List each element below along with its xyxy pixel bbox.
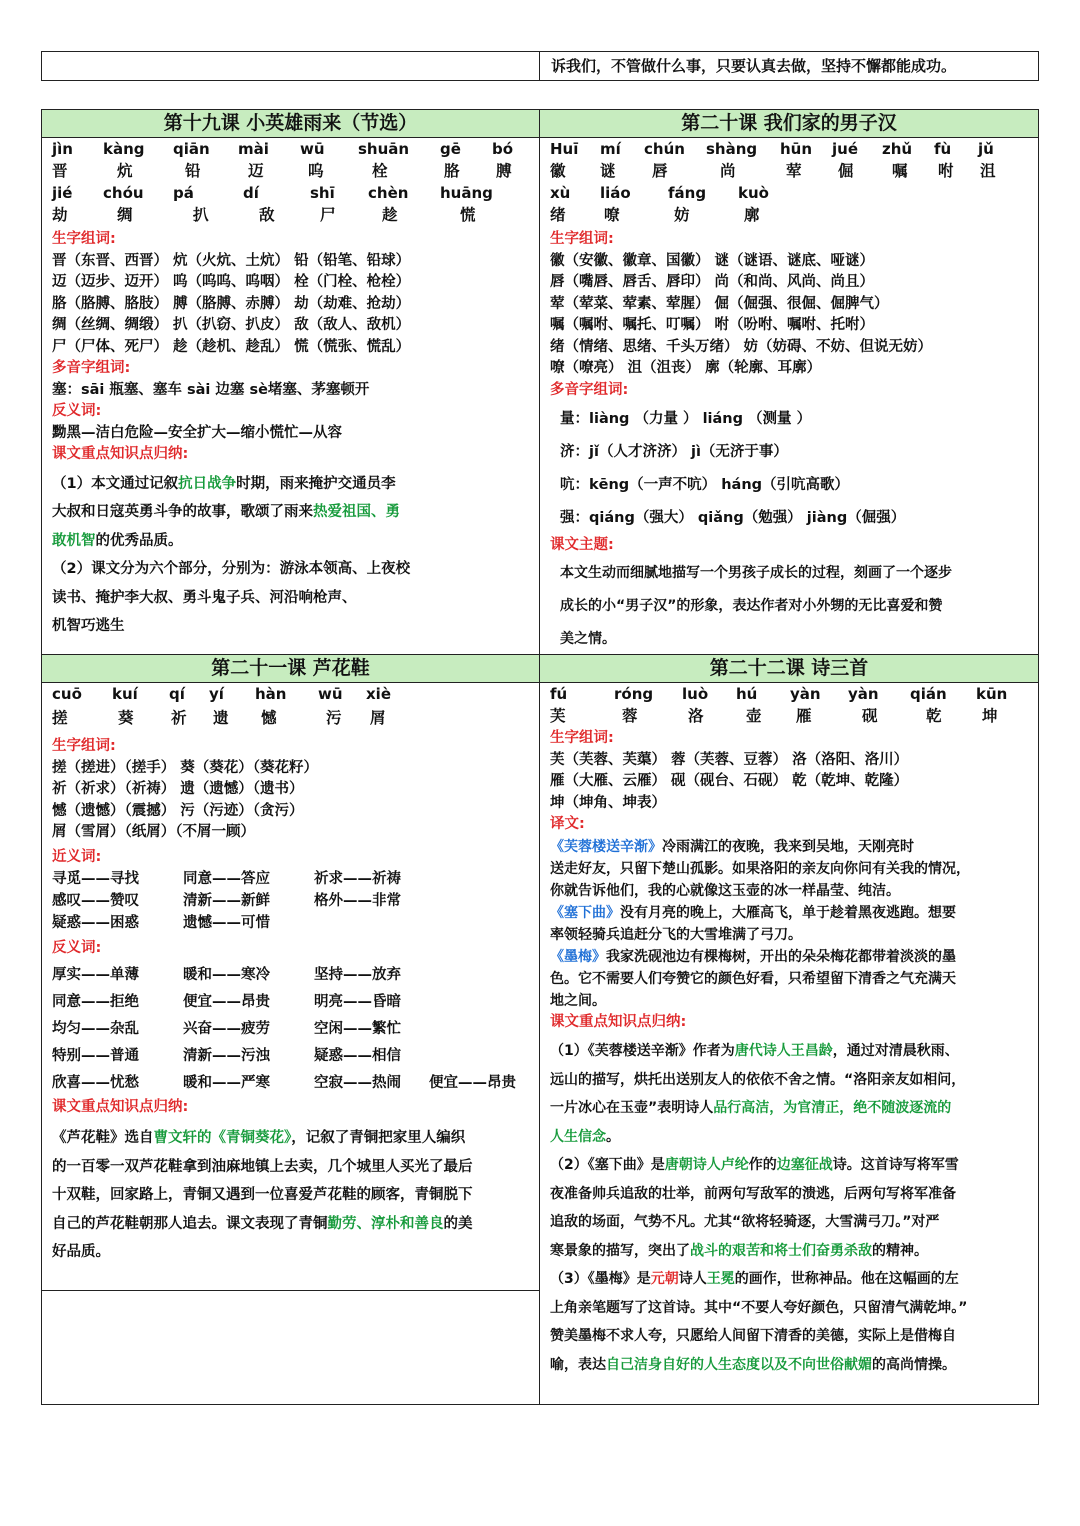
text: 诗人 (678, 1271, 707, 1287)
pinyin: cuō (52, 685, 82, 703)
lesson-19-content (52, 139, 532, 641)
text: 的一百零一双芦花鞋拿到油麻地镇上去卖，几个城里人买光了最后 (52, 1158, 473, 1175)
antonym-pair: 特别——普通 (52, 1047, 139, 1064)
top-divider (539, 51, 540, 81)
pinyin: qián (910, 685, 947, 703)
section-heading: 反义词: (52, 940, 102, 956)
character-row (52, 205, 532, 229)
character-row (550, 205, 1032, 229)
center-divider (539, 109, 540, 1405)
word-line: 嘱（嘱咐、嘱托、叮嘱） 咐（吩咐、嘱咐、托咐） (550, 317, 875, 333)
pinyin-row (52, 139, 532, 161)
text: 寒景象的描写，突出了 (550, 1242, 690, 1259)
text: 的优秀品质。 (95, 532, 183, 549)
highlight: 边塞征战 (776, 1157, 833, 1173)
poem-title: 《芙蓉楼送辛渐》 (550, 838, 662, 855)
pinyin: fù (934, 140, 952, 158)
highlight: 勤劳、淳朴和善良 (327, 1215, 444, 1232)
text: 我家洗砚池边有棵梅树，开出的朵朵梅花都带着淡淡的墨 (606, 948, 956, 965)
synonym-table (52, 868, 532, 934)
polyphone-line: 济：jǐ（人才济济） jì（无济于事） (560, 444, 788, 460)
character: 洛 (688, 707, 704, 725)
character: 嘹 (604, 206, 620, 224)
character: 廓 (744, 206, 760, 224)
character: 沮 (980, 162, 996, 180)
lesson-21-title: 第二十一课 芦花鞋 (42, 655, 539, 683)
pinyin: chún (644, 140, 685, 158)
antonym-pair: 欣喜——忧愁 (52, 1074, 139, 1091)
text: 的画作，世称神品。他在这幅画的左 (734, 1271, 959, 1287)
text: 追敌的场面，气势不凡。尤其“欲将轻骑逐，大雪满弓刀。”对严 (550, 1214, 940, 1230)
text: 喻，表达 (550, 1356, 606, 1373)
highlight: 敢机智 (52, 532, 96, 549)
polyphone-line: 强：qiáng（强大） qiǎng（勉强） jiàng（倔强） (560, 510, 906, 526)
text: 远山的描写，烘托出送别友人的依依不舍之情。“洛阳亲友如相问， (550, 1071, 966, 1088)
antonym-pair: 兴奋——疲劳 (183, 1020, 270, 1037)
lesson-22-title: 第二十二课 诗三首 (540, 655, 1038, 683)
section-heading: 课文主题: (550, 537, 614, 553)
lesson-22-content (550, 684, 1032, 1379)
character: 尚 (720, 162, 736, 180)
pinyin: chóu (103, 184, 144, 202)
text: 机智巧逃生 (52, 618, 125, 634)
text: （3）《墨梅》是 (550, 1271, 651, 1287)
character: 栓 (372, 162, 388, 180)
text: ，记叙了青铜把家里人编织 (291, 1130, 466, 1146)
character: 乾 (926, 707, 942, 725)
section-heading: 生字组词: (52, 738, 116, 754)
word-line: 尸（尸体、死尸） 趁（趁机、趁乱） 慌（慌张、慌乱） (52, 338, 411, 355)
lesson-21-content (52, 684, 532, 1267)
character: 雁 (796, 707, 812, 725)
key-points (550, 1037, 1032, 1379)
polyphone-list (550, 403, 1032, 535)
character: 唇 (652, 162, 668, 180)
highlight: 唐朝诗人卢纶 (664, 1157, 749, 1173)
antonym-pair: 便宜——昂贵 (429, 1074, 516, 1091)
section-heading: 课文重点知识点归纳: (550, 1013, 687, 1030)
character: 膊 (496, 162, 512, 180)
pinyin: xù (550, 184, 571, 202)
pinyin: kàng (103, 140, 145, 158)
text: （2）课文分为六个部分，分别为：游泳本领高、上夜校 (52, 561, 411, 577)
text: ，通过对清晨秋雨、 (832, 1043, 959, 1059)
text: 你就告诉他们，我的心就像这玉壶的冰一样晶莹、纯洁。 (550, 882, 900, 899)
character: 遗 (213, 709, 229, 727)
pinyin: fú (550, 685, 568, 703)
poem-title: 《墨梅》 (550, 948, 606, 965)
section-heading: 多音字组词: (52, 360, 131, 376)
text: 色。它不需要人们夸赞它的颜色好看，只希望留下清香之气充满天 (550, 970, 956, 987)
highlight: 自己洁身自好的人生态度以及不向世俗献媚 (606, 1356, 872, 1373)
text: 上角亲笔题写了这首诗。其中“不要人夸好颜色，只留清气满乾坤。” (550, 1299, 968, 1316)
text: 好品质。 (52, 1244, 110, 1260)
character: 祈 (171, 709, 187, 727)
character: 绪 (550, 206, 566, 224)
lesson-20-content (550, 139, 1032, 656)
pinyin-row (550, 139, 1032, 161)
character: 趁 (382, 206, 398, 224)
pinyin: kuò (738, 184, 769, 202)
section-heading: 生字组词: (550, 231, 614, 247)
antonym-pair: 疑惑——相信 (314, 1047, 401, 1064)
pinyin: hūn (780, 140, 813, 158)
character: 扒 (193, 206, 209, 224)
character: 砚 (862, 707, 878, 725)
theme-text (550, 557, 1032, 656)
character-row (550, 706, 1032, 728)
pinyin: róng (614, 685, 654, 703)
highlight: 王冕 (706, 1271, 735, 1287)
character: 坤 (982, 707, 998, 725)
pinyin: gē (440, 140, 461, 158)
polyphone-line: 吭：kēng（一声不吭） háng（引吭高歌） (560, 477, 850, 493)
text: 的美 (443, 1215, 473, 1232)
word-line: 迈（迈步、迈开） 呜（呜呜、呜咽） 栓（门栓、枪栓） (52, 274, 411, 290)
text: 《芦花鞋》选自 (52, 1130, 154, 1146)
character: 迈 (248, 162, 264, 180)
synonym-pair: 寻觅——寻找 (52, 871, 139, 887)
section-heading: 生字组词: (550, 730, 614, 746)
character: 屑 (370, 709, 386, 727)
key-points (52, 470, 532, 641)
highlight: 曹文轩的《青铜葵花》 (153, 1130, 292, 1146)
pinyin: mài (238, 140, 269, 158)
antonym-table (52, 962, 532, 1097)
word-line: 芙（芙蓉、芙蕖） 蓉（芙蓉、豆蓉） 洛（洛阳、洛川） (550, 751, 909, 768)
pinyin: kūn (976, 685, 1008, 703)
character: 铅 (185, 162, 201, 180)
antonym-pair: 空寂——热闹 (314, 1074, 401, 1091)
section-heading: 生字组词: (52, 231, 116, 247)
pinyin: wū (300, 140, 325, 158)
pinyin: chèn (368, 184, 409, 202)
antonym-pair: 明亮——昏暗 (314, 993, 401, 1010)
text: （1）本文通过记叙 (52, 475, 179, 492)
text: 作的 (748, 1157, 777, 1173)
character-row (52, 161, 532, 183)
pinyin: mí (600, 140, 621, 158)
pinyin-row (550, 684, 1032, 706)
character: 劫 (52, 206, 68, 224)
text: 十双鞋，回家路上，青铜又遇到一位喜爱芦花鞋的顾客，青铜脱下 (52, 1187, 473, 1203)
antonym-pair: 清新——污浊 (183, 1047, 270, 1064)
text: （1）《芙蓉楼送辛渐》作者为 (550, 1043, 735, 1059)
section-heading: 课文重点知识点归纳: (52, 1098, 189, 1115)
character: 葵 (118, 709, 134, 727)
text: 的高尚情操。 (872, 1356, 956, 1373)
theme-line: 本文生动而细腻地描写一个男孩子成长的过程，刻画了一个逐步 (560, 564, 952, 581)
character: 蓉 (622, 707, 638, 725)
synonym-pair: 同意——答应 (183, 871, 270, 887)
text: 冷雨满江的夜晚，我来到吴地，天刚亮时 (662, 838, 914, 855)
highlight: 品行高洁，为官清正，绝不随波逐流的 (713, 1100, 952, 1116)
text: 赞美墨梅不求人夸，只愿给人间留下清香的美德，实际上是借梅自 (550, 1328, 956, 1344)
synonym-pair (314, 912, 445, 934)
text: 一片冰心在玉壶”表明诗人 (550, 1100, 714, 1116)
pinyin: pá (173, 184, 194, 202)
text: （2）《塞下曲》是 (550, 1157, 665, 1173)
synonym-pair: 清新——新鲜 (183, 893, 270, 909)
antonym-line: 黝黑—洁白危险—安全扩大—缩小慌忙—从容 (52, 424, 342, 441)
pinyin-row (550, 183, 1032, 205)
section-heading: 反义词: (52, 403, 102, 419)
antonym-pair: 暖和——寒冷 (183, 966, 270, 983)
text: 率领轻骑兵追赶分飞的大雪堆满了弓刀。 (550, 926, 802, 943)
section-heading: 多音字组词: (550, 381, 629, 398)
synonym-pair: 遗憾——可惜 (183, 915, 270, 931)
character: 倔 (838, 162, 854, 180)
pinyin-row (52, 183, 532, 205)
word-line: 雁（大雁、云雁） 砚（砚台、石砚） 乾（乾坤、乾隆） (550, 773, 909, 789)
character: 妨 (674, 206, 690, 224)
text: 时期，雨来掩护交通员李 (236, 475, 396, 492)
character: 慌 (460, 206, 476, 224)
pinyin: zhǔ (882, 140, 913, 158)
antonym-pair: 同意——拒绝 (52, 993, 139, 1010)
pinyin: fáng (668, 184, 707, 202)
text: 。 (606, 1128, 620, 1145)
pinyin: shī (310, 184, 335, 202)
synonym-pair: 祈求——祈祷 (314, 871, 401, 887)
antonym-pair: 空闲——繁忙 (314, 1020, 401, 1037)
poem-title: 《塞下曲》 (550, 904, 620, 921)
character: 谜 (600, 162, 616, 180)
translation (550, 836, 1032, 1012)
text: 大叔和日寇英勇斗争的故事，歌颂了雨来 (52, 504, 313, 520)
highlight: 抗日战争 (178, 475, 237, 492)
synonym-pair: 疑惑——困惑 (52, 915, 139, 931)
word-line: 徽（安徽、徽章、国徽） 谜（谜语、谜底、哑谜） (550, 252, 875, 269)
pinyin: liáo (600, 184, 631, 202)
section-heading: 近义词: (52, 848, 102, 865)
word-line: 嘹（嘹亮） 沮（沮丧） 廓（轮廓、耳廓） (550, 360, 822, 376)
text: 的精神。 (872, 1242, 928, 1259)
pinyin: kuí (112, 685, 138, 703)
pinyin: jié (52, 184, 73, 202)
synonym-pair: 感叹——赞叹 (52, 893, 139, 909)
character: 敌 (259, 206, 275, 224)
text: 送走好友，只留下楚山孤影。如果洛阳的亲友向你问有关我的情况， (550, 860, 970, 877)
pinyin: bó (492, 140, 514, 158)
highlight: 热爱祖国、勇 (313, 504, 400, 520)
word-line: 绸（丝绸、绸缎） 扒（扒窃、扒皮） 敌（敌人、敌机） (52, 317, 411, 333)
text: 诗。这首诗写将军雪 (832, 1157, 959, 1173)
word-line: 唇（嘴唇、唇舌、唇印） 尚（和尚、风尚、尚且） (550, 274, 875, 290)
text: 地之间。 (550, 992, 606, 1009)
character: 咐 (938, 162, 954, 180)
character: 搓 (52, 709, 68, 727)
character: 徽 (550, 162, 566, 180)
character: 尸 (320, 206, 336, 224)
character: 荤 (786, 162, 802, 180)
antonym-pair: 暖和——严寒 (183, 1074, 270, 1091)
lesson-20-title: 第二十课 我们家的男子汉 (540, 110, 1038, 138)
pinyin: luò (682, 685, 709, 703)
highlight: 人生信念 (550, 1128, 606, 1145)
pinyin: jìn (52, 140, 73, 158)
pinyin: jǔ (978, 140, 994, 158)
character: 憾 (261, 709, 277, 727)
word-line: 晋（东晋、西晋） 炕（火炕、土炕） 铅（铅笔、铅球） (52, 252, 411, 269)
word-line: 屑（雪屑）（纸屑）（不屑一顾） (52, 824, 255, 840)
character: 嘱 (892, 162, 908, 180)
text: 读书、掩护李大叔、勇斗鬼子兵、河沿响枪声、 (52, 589, 357, 606)
antonym-pair: 便宜——昂贵 (183, 993, 270, 1010)
character: 晋 (52, 162, 68, 180)
section-heading: 译文: (550, 816, 585, 832)
word-line: 祈（祈求）（祈祷） 遗（遗憾）（遗书） (52, 781, 304, 797)
character: 胳 (444, 162, 460, 180)
text: 没有月亮的晚上，大雁高飞，单于趁着黑夜逃跑。想要 (620, 904, 956, 921)
word-line: 胳（胳膊、胳肢） 膊（胳膊、赤膊） 劫（劫难、抢劫） (52, 295, 411, 312)
pinyin: xiè (366, 685, 391, 703)
key-points (52, 1124, 532, 1267)
pinyin: shàng (706, 140, 758, 158)
pinyin: hú (736, 685, 758, 703)
pinyin: jué (832, 140, 858, 158)
pinyin: dí (243, 184, 259, 202)
antonym-pair: 厚实——单薄 (52, 966, 139, 983)
character: 呜 (308, 162, 324, 180)
word-line: 荤（荤菜、荤素、荤腥） 倔（倔强、很倔、倔脾气） (550, 295, 889, 312)
theme-line: 美之情。 (560, 630, 616, 647)
pinyin: wū (318, 685, 343, 703)
pinyin: hàn (255, 685, 287, 703)
word-line: 搓（搓进）（搓手） 葵（葵花）（葵花籽） (52, 759, 319, 776)
character-row (550, 161, 1032, 183)
highlight-red: 元朝 (650, 1271, 679, 1287)
polyphone-line: 量：liàng （力量 ） liáng （测量 ） (560, 411, 812, 427)
character: 绸 (117, 206, 133, 224)
text: 夜准备帅兵追敌的壮举，前两句写敌军的溃逃，后两句写将军准备 (550, 1185, 956, 1202)
pinyin: yàn (790, 685, 821, 703)
highlight: 唐代诗人王昌龄 (734, 1043, 833, 1059)
theme-line: 成长的小“男子汉”的形象，表达作者对小外甥的无比喜爱和赞 (560, 597, 943, 614)
antonym-pair: 均匀——杂乱 (52, 1020, 139, 1037)
character-row (52, 706, 532, 736)
pinyin: yí (209, 685, 224, 703)
character: 壶 (746, 707, 762, 725)
pinyin: qí (169, 685, 185, 703)
text: 自己的芦花鞋朝那人追去。课文表现了青铜 (52, 1215, 328, 1232)
pinyin: Huī (550, 140, 579, 158)
left-bottom-divider (41, 1290, 539, 1291)
word-line: 绪（情绪、思绪、千头万绪） 妨（妨碍、不妨、但说无妨） (550, 338, 933, 355)
character: 炕 (117, 162, 133, 180)
polyphone-line: 塞：sāi 瓶塞、塞车 sài 边塞 sè堵塞、茅塞顿开 (52, 381, 370, 398)
highlight: 战斗的艰苦和将士们奋勇杀敌 (690, 1242, 872, 1259)
synonym-pair: 格外——非常 (314, 893, 401, 909)
word-line: 坤（坤角、坤表） (550, 794, 666, 811)
antonym-pair: 坚持——放弃 (314, 966, 401, 983)
word-line: 憾（遗憾）（震撼） 污（污迹）（贪污） (52, 802, 304, 819)
pinyin: huāng (440, 184, 493, 202)
lesson-19-title: 第十九课 小英雄雨来（节选） (42, 110, 539, 138)
pinyin: qiān (173, 140, 210, 158)
top-box-text: 诉我们，不管做什么事，只要认真去做，坚持不懈都能成功。 (551, 57, 957, 75)
section-heading: 课文重点知识点归纳: (52, 446, 189, 462)
character: 芙 (550, 707, 566, 725)
character: 污 (326, 709, 342, 727)
pinyin-row (52, 684, 532, 706)
pinyin: shuān (358, 140, 410, 158)
pinyin: yàn (848, 685, 879, 703)
